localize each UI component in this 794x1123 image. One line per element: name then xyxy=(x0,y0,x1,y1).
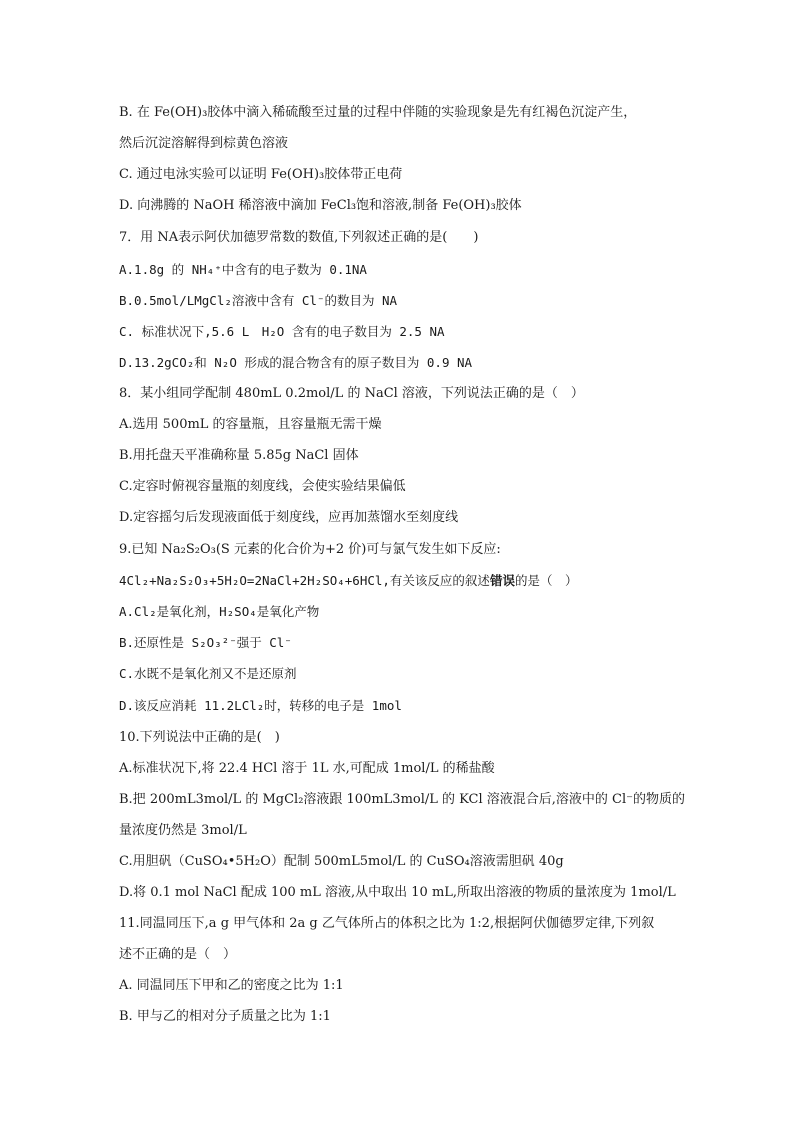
q10-option-a: A.标准状况下,将 22.4 HCl 溶于 1L 水,可配成 1mol/L 的稀盐酸 xyxy=(119,761,495,776)
q10-option-b-line1: B.把 200mL3mol/L 的 MgCl₂溶液跟 100mL3mol/L 的 KCl 溶液混合后,溶液中的 Cl⁻的物质的 xyxy=(119,792,685,807)
q7-option-b: B.0.5mol/LMgCl₂溶液中含有 Cl⁻的数目为 NA xyxy=(119,293,398,308)
q11-option-a: A. 同温同压下甲和乙的密度之比为 1:1 xyxy=(119,978,344,993)
q11-stem-line1: 11.同温同压下,a g 甲气体和 2a g 乙气体所占的体积之比为 1:2,根据阿伏伽德罗定律,下列叙 xyxy=(119,916,655,931)
q6-option-b-line2: 然后沉淀溶解得到棕黄色溶液 xyxy=(119,136,289,151)
q8-option-a: A.选用 500mL 的容量瓶，且容量瓶无需干燥 xyxy=(119,417,382,432)
q9-equation-text: 4Cl₂+Na₂S₂O₃+5H₂O=2NaCl+2H₂SO₄+6HCl,有关该反应的叙述 xyxy=(119,573,490,588)
q8-option-d: D.定容摇匀后发现液面低于刻度线，应再加蒸馏水至刻度线 xyxy=(119,510,459,525)
q9-stem: 9.已知 Na₂S₂O₃(S 元素的化合价为+2 价)可与氯气发生如下反应: xyxy=(119,542,501,557)
q10-option-b-line2: 量浓度仍然是 3mol/L xyxy=(119,823,247,838)
q11-stem-line2: 述不正确的是（ ） xyxy=(119,947,237,962)
q10-stem: 10.下列说法中正确的是( ) xyxy=(119,730,280,745)
q6-option-d: D. 向沸腾的 NaOH 稀溶液中滴加 FeCl₃饱和溶液,制备 Fe(OH)₃胶体 xyxy=(119,198,522,213)
q9-option-a: A.Cl₂是氧化剂，H₂SO₄是氧化产物 xyxy=(119,604,320,619)
q10-option-c: C.用胆矾（CuSO₄•5H₂O）配制 500mL5mol/L 的 CuSO₄溶液需胆矾 40g xyxy=(119,854,564,869)
q8-option-c: C.定容时俯视容量瓶的刻度线，会使实验结果偏低 xyxy=(119,479,406,494)
q9-equation xyxy=(119,572,577,590)
q9-option-b: B.还原性是 S₂O₃²⁻强于 Cl⁻ xyxy=(119,635,292,650)
q9-emphasis-word: 错误 xyxy=(489,573,515,588)
q11-option-b: B. 甲与乙的相对分子质量之比为 1:1 xyxy=(119,1009,331,1024)
q9-option-c: C.水既不是氧化剂又不是还原剂 xyxy=(119,666,297,681)
q9-equation-tail: 的是（ ） xyxy=(514,573,578,588)
q9-option-d: D.该反应消耗 11.2LCl₂时，转移的电子是 1mol xyxy=(119,698,402,713)
q8-option-b: B.用托盘天平准确称量 5.85g NaCl 固体 xyxy=(119,448,359,463)
q7-option-d: D.13.2gCO₂和 N₂O 形成的混合物含有的原子数目为 0.9 NA xyxy=(119,355,473,370)
q7-option-a: A.1.8g 的 NH₄⁺中含有的电子数为 0.1NA xyxy=(119,262,367,277)
q7-option-c: C. 标准状况下,5.6 L H₂O 含有的电子数目为 2.5 NA xyxy=(119,324,445,339)
q6-option-c: C. 通过电泳实验可以证明 Fe(OH)₃胶体带正电荷 xyxy=(119,167,403,182)
q10-option-d: D.将 0.1 mol NaCl 配成 100 mL 溶液,从中取出 10 mL,所取出溶液的物质的量浓度为 1mol/L xyxy=(119,885,676,900)
q7-stem: 7．用 NA表示阿伏加德罗常数的数值,下列叙述正确的是( ) xyxy=(119,230,479,245)
q8-stem: 8．某小组同学配制 480mL 0.2mol/L 的 NaCl 溶液，下列说法正确的是（ ） xyxy=(119,386,584,401)
q6-option-b-line1: B. 在 Fe(OH)₃胶体中滴入稀硫酸至过量的过程中伴随的实验现象是先有红褐色沉淀产生， xyxy=(119,105,637,120)
